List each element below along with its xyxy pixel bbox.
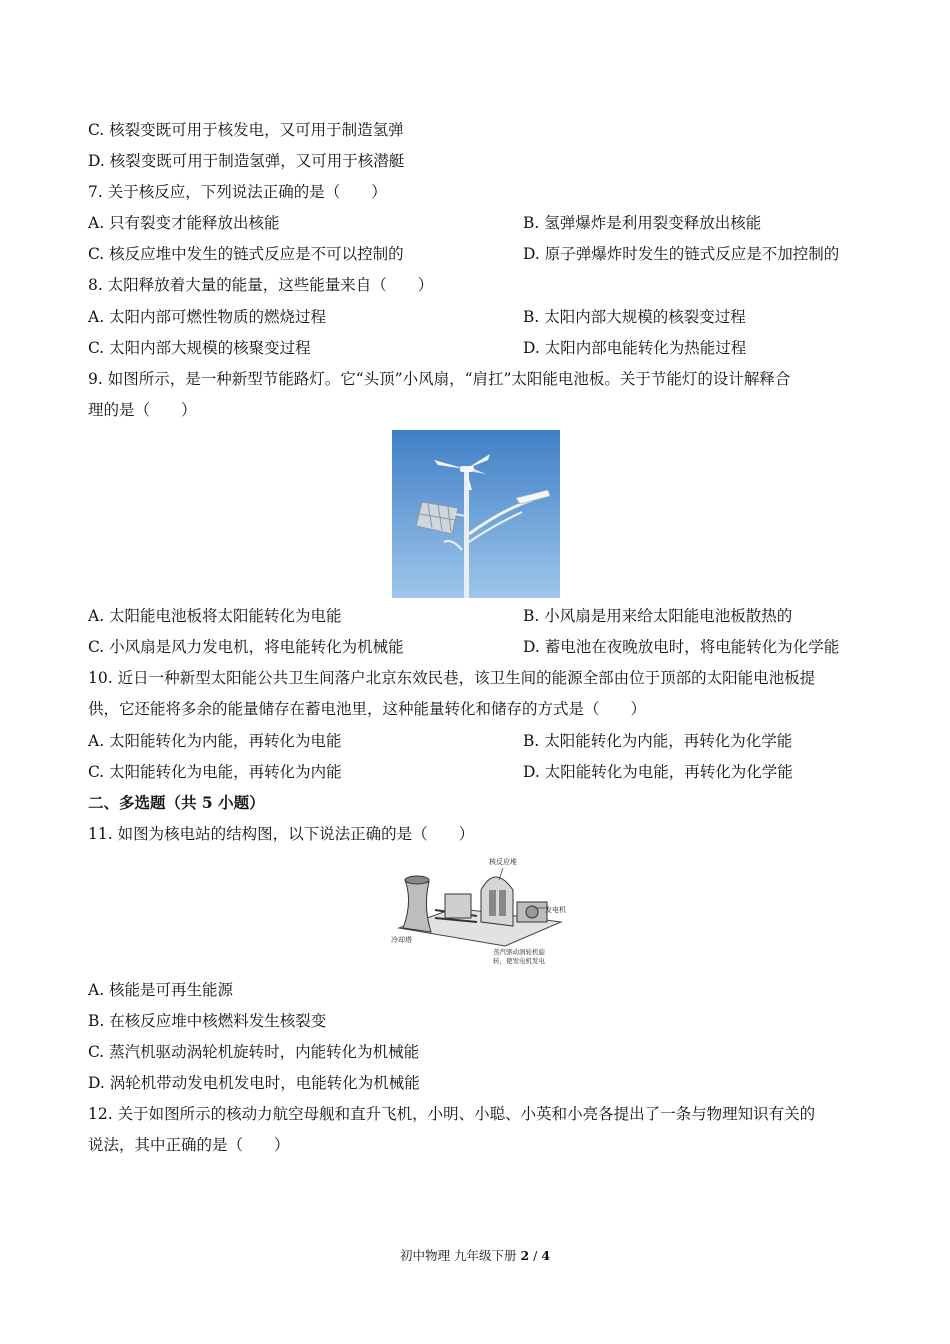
q7-stem: 7. 关于核反应，下列说法正确的是（ ） bbox=[88, 183, 387, 201]
label-generator: 发电机 bbox=[545, 907, 566, 914]
q9-option-b: B. 小风扇是用来给太阳能电池板散热的 bbox=[523, 607, 793, 625]
q10-option-a: A. 太阳能转化为内能，再转化为电能 bbox=[88, 732, 342, 750]
q7-option-b: B. 氢弹爆炸是利用裂变释放出核能 bbox=[523, 214, 762, 232]
generator-icon bbox=[517, 902, 547, 922]
q11-stem: 11. 如图为核电站的结构图，以下说法正确的是（ ） bbox=[88, 825, 475, 843]
q8-option-d: D. 太阳内部电能转化为热能过程 bbox=[523, 339, 747, 357]
q10-option-c: C. 太阳能转化为电能，再转化为内能 bbox=[88, 763, 342, 781]
q11-option-c: C. 蒸汽机驱动涡轮机旋转时，内能转化为机械能 bbox=[88, 1043, 420, 1061]
q8-option-b: B. 太阳内部大规模的核裂变过程 bbox=[523, 308, 746, 326]
label-turbine-line2: 转，使发电机发电 bbox=[493, 958, 545, 965]
q8-stem: 8. 太阳释放着大量的能量，这些能量来自（ ） bbox=[88, 276, 434, 294]
footer-label: 初中物理 九年级下册 bbox=[399, 1248, 517, 1263]
label-reactor: 核反应堆 bbox=[489, 859, 517, 866]
q10-stem-line1: 10. 近日一种新型太阳能公共卫生间落户北京东效民巷，该卫生间的能源全部由位于顶部的太阳能电池板提 bbox=[88, 669, 816, 687]
nuclear-plant-figure bbox=[385, 850, 571, 970]
page-total: 4 bbox=[541, 1248, 551, 1263]
page-footer bbox=[0, 1248, 950, 1264]
reactor-icon bbox=[481, 877, 513, 926]
q6-option-d: D. 核裂变既可用于制造氢弹，又可用于核潜艇 bbox=[88, 152, 405, 170]
q10-option-b: B. 太阳能转化为内能，再转化为化学能 bbox=[523, 732, 793, 750]
street-lamp-figure bbox=[392, 430, 560, 598]
q11-option-b: B. 在核反应堆中核燃料发生核裂变 bbox=[88, 1012, 327, 1030]
q6-option-c: C. 核裂变既可用于核发电，又可用于制造氢弹 bbox=[88, 121, 404, 139]
label-turbine-line1: 蒸汽驱动涡轮机旋 bbox=[493, 949, 545, 956]
q8-option-a: A. 太阳内部可燃性物质的燃烧过程 bbox=[88, 308, 327, 326]
q9-option-d: D. 蓄电池在夜晚放电时，将电能转化为化学能 bbox=[523, 638, 840, 656]
q12-stem-line2: 说法，其中正确的是（ ） bbox=[88, 1136, 290, 1154]
page-separator: / bbox=[529, 1248, 542, 1263]
q10-option-d: D. 太阳能转化为电能，再转化为化学能 bbox=[523, 763, 793, 781]
q8-option-c: C. 太阳内部大规模的核聚变过程 bbox=[88, 339, 311, 357]
label-cooling-tower: 冷却塔 bbox=[391, 937, 412, 944]
q10-stem-line2: 供，它还能将多余的能量储存在蓄电池里，这种能量转化和储存的方式是（ ） bbox=[88, 700, 647, 718]
q9-option-c: C. 小风扇是风力发电机，将电能转化为机械能 bbox=[88, 638, 404, 656]
q9-stem-line1: 9. 如图所示，是一种新型节能路灯。它“头顶”小风扇，“肩扛”太阳能电池板。关于节能灯的设计解释合 bbox=[88, 370, 791, 388]
q7-option-c: C. 核反应堆中发生的链式反应是不可以控制的 bbox=[88, 245, 404, 263]
q11-option-d: D. 涡轮机带动发电机发电时，电能转化为机械能 bbox=[88, 1074, 420, 1092]
q11-option-a: A. 核能是可再生能源 bbox=[88, 981, 234, 999]
q9-option-a: A. 太阳能电池板将太阳能转化为电能 bbox=[88, 607, 342, 625]
q7-option-d: D. 原子弹爆炸时发生的链式反应是不加控制的 bbox=[523, 245, 840, 263]
page-number: 2 bbox=[520, 1248, 530, 1263]
q9-stem-line2: 理的是（ ） bbox=[88, 401, 197, 419]
q12-stem-line1: 12. 关于如图所示的核动力航空母舰和直升飞机，小明、小聪、小英和小亮各提出了一条与物理知识有关的 bbox=[88, 1105, 816, 1123]
section-heading-multiple-choice: 二、多选题（共 5 小题） bbox=[88, 793, 265, 812]
q7-option-a: A. 只有裂变才能释放出核能 bbox=[88, 214, 280, 232]
